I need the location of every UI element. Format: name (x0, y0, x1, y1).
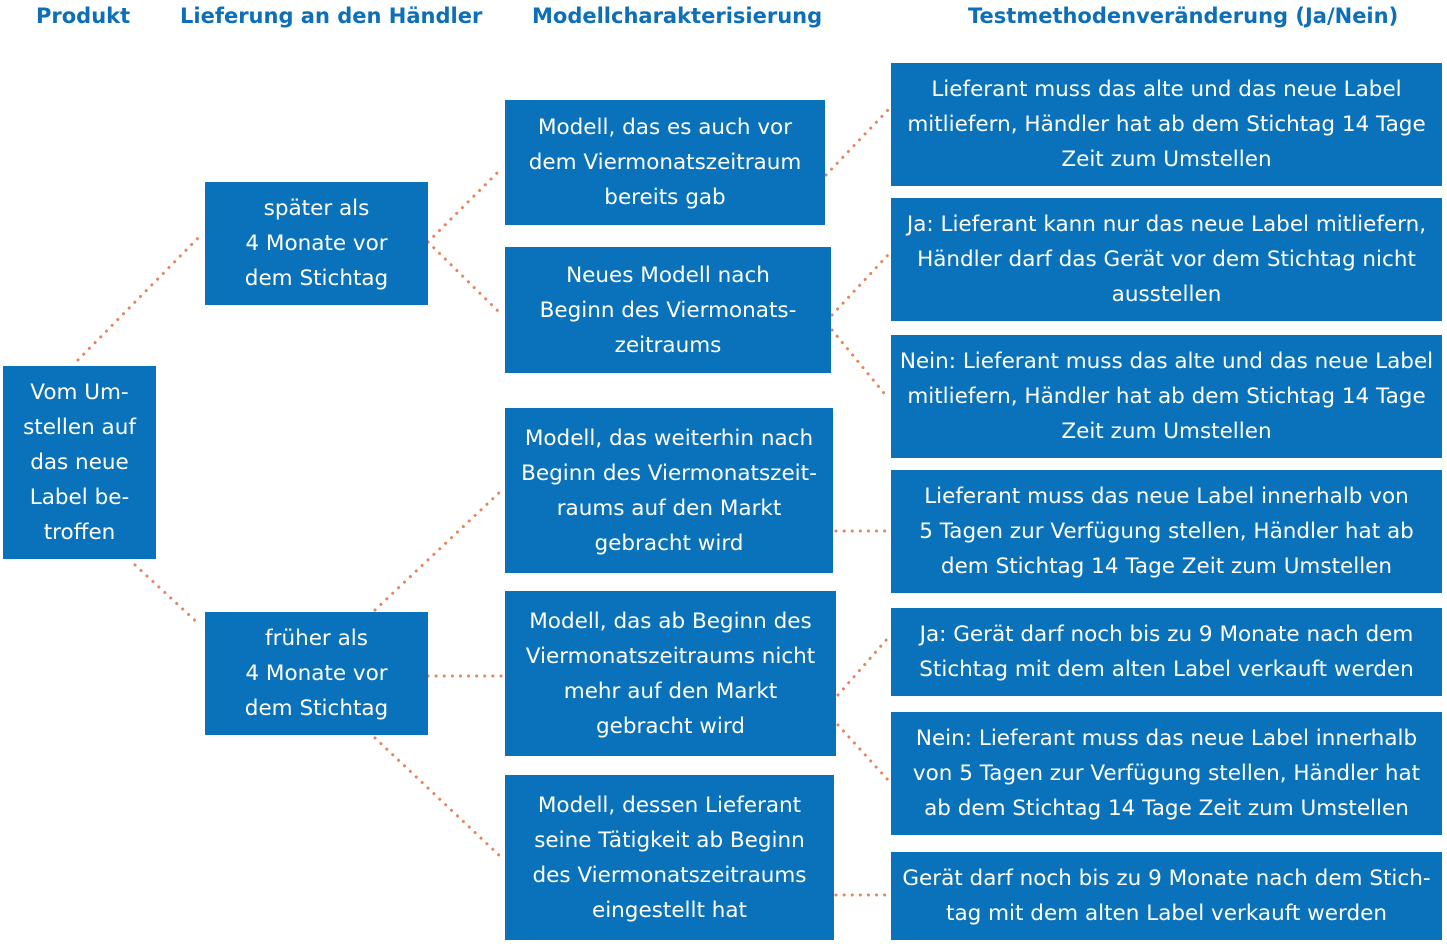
delivery-box-later: später als 4 Monate vor dem Stichtag (205, 182, 428, 305)
model-box-discontinued: Modell, das ab Beginn des Viermonatszeitraums nicht mehr auf den Markt gebracht wird (505, 591, 836, 756)
outcome-box-3: Nein: Lieferant muss das alte und das neue Label mitliefern, Händler hat ab dem Stichtag 14 Tage Zeit zum Umstellen (891, 335, 1442, 458)
model-box-continued: Modell, das weiterhin nach Beginn des Viermonatszeit- raums auf den Markt gebracht wird (505, 408, 833, 573)
header-delivery: Lieferung an den Händler (180, 4, 483, 28)
connector-root-to-earlier (135, 565, 200, 625)
header-test-method: Testmethodenveränderung (Ja/Nein) (968, 4, 1399, 28)
connector-earlier-to-model3 (375, 490, 502, 610)
outcome-box-4: Lieferant muss das neue Label innerhalb von 5 Tagen zur Verfügung stellen, Händler hat ab dem Stichtag 14 Tage Zeit zum Umstellen (891, 470, 1442, 593)
connector-later-to-model1 (428, 168, 502, 242)
outcome-box-5: Ja: Gerät darf noch bis zu 9 Monate nach dem Stichtag mit dem alten Label verkauft werden (891, 608, 1442, 696)
connector-model4-to-outcome5 (838, 638, 888, 695)
connector-model1-to-outcome1 (826, 110, 888, 175)
connector-model2-to-outcome3 (832, 330, 888, 398)
root-box: Vom Um- stellen auf das neue Label be- troffen (3, 366, 156, 559)
connector-root-to-later (78, 236, 200, 360)
model-box-existing: Modell, das es auch vor dem Viermonatszeitraum bereits gab (505, 100, 825, 225)
connector-later-to-model2 (428, 242, 502, 315)
outcome-box-2: Ja: Lieferant kann nur das neue Label mitliefern, Händler darf das Gerät vor dem Stichtag nicht ausstellen (891, 198, 1442, 321)
outcome-box-6: Nein: Lieferant muss das neue Label innerhalb von 5 Tagen zur Verfügung stellen, Händler hat ab dem Stichtag 14 Tage Zeit zum Umstellen (891, 712, 1442, 835)
outcome-box-1: Lieferant muss das alte und das neue Label mitliefern, Händler hat ab dem Stichtag 14 Tage Zeit zum Umstellen (891, 63, 1442, 186)
header-product: Produkt (36, 4, 131, 28)
connector-earlier-to-model5 (375, 738, 502, 858)
model-box-new: Neues Modell nach Beginn des Viermonats- zeitraums (505, 247, 831, 373)
delivery-box-earlier: früher als 4 Monate vor dem Stichtag (205, 612, 428, 735)
connector-model4-to-outcome6 (838, 725, 888, 780)
connector-model2-to-outcome2 (832, 255, 888, 315)
model-box-supplier-ceased: Modell, dessen Lieferant seine Tätigkeit ab Beginn des Viermonatszeitraums eingestellt hat (505, 775, 834, 940)
header-model: Modellcharakterisierung (532, 4, 823, 28)
outcome-box-7: Gerät darf noch bis zu 9 Monate nach dem Stich- tag mit dem alten Label verkauft werden (891, 852, 1442, 940)
